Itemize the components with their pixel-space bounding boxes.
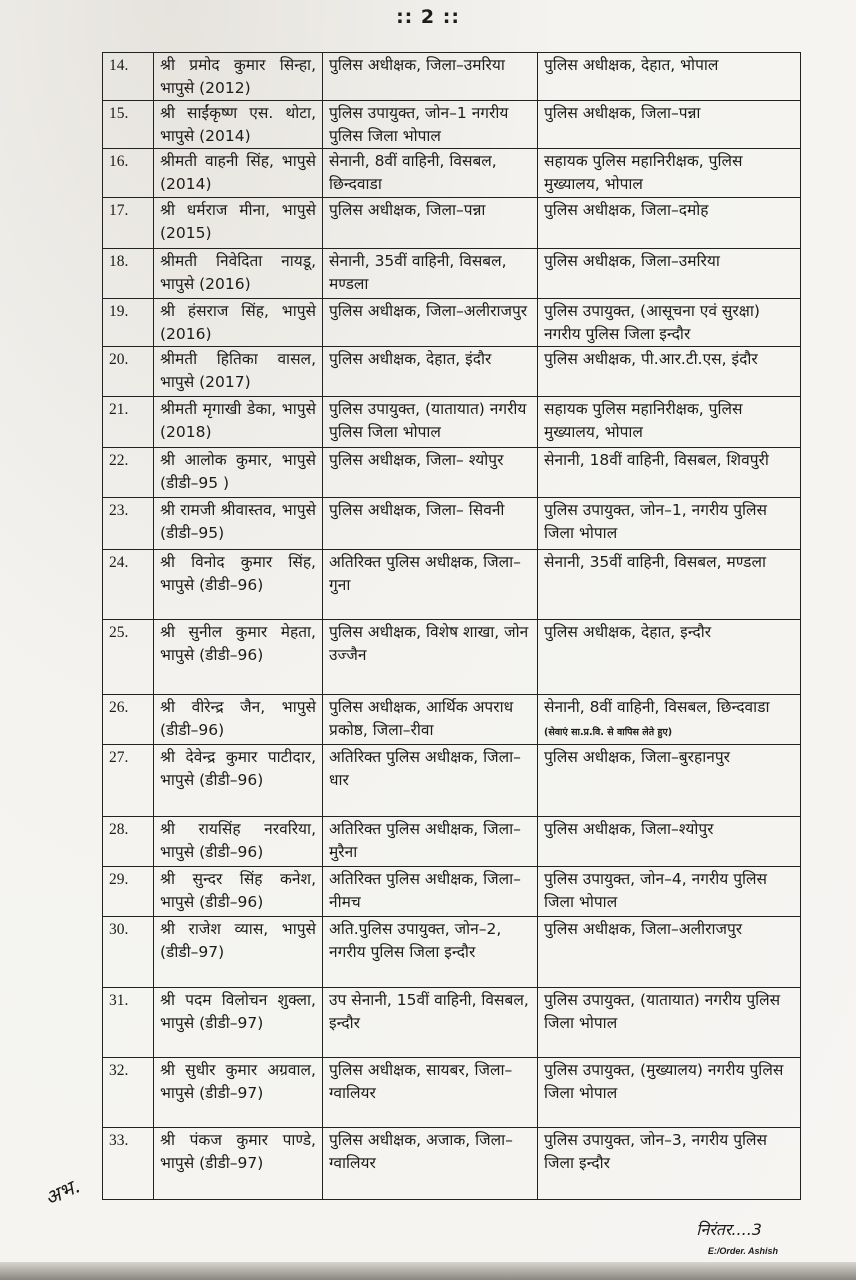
officer-name-cell — [154, 249, 323, 299]
current-posting-cell — [323, 867, 538, 917]
serial-number-text: 14. — [109, 57, 129, 74]
officer-name-cell — [154, 448, 323, 498]
current-posting-cell — [323, 448, 538, 498]
new-posting-text: पुलिस उपायुक्त, जोन–4, नगरीय पुलिस जिला भोपाल — [544, 870, 768, 911]
new-posting-cell — [538, 695, 801, 745]
current-posting-text: पुलिस उपायुक्त, जोन–1 नगरीय पुलिस जिला भोपाल — [329, 104, 509, 145]
new-posting-cell — [538, 1058, 801, 1128]
serial-number-text: 25. — [109, 624, 129, 641]
officer-name-text: श्रीमती वाहनी सिंह, भापुसे (2014) — [160, 152, 316, 193]
serial-number-cell — [103, 867, 154, 917]
new-posting-cell — [538, 249, 801, 299]
new-posting-text: सेनानी, 18वीं वाहिनी, विसबल, शिवपुरी — [544, 451, 769, 469]
officer-name-text: श्री रामजी श्रीवास्तव, भापुसे (डीडी–95) — [160, 501, 316, 542]
officer-name-text: श्री आलोक कुमार, भापुसे (डीडी–95 ) — [160, 451, 316, 492]
table-row — [103, 101, 801, 149]
serial-number-cell — [103, 988, 154, 1058]
officer-name-cell — [154, 988, 323, 1058]
current-posting-cell — [323, 817, 538, 867]
serial-number-text: 20. — [109, 351, 129, 368]
current-posting-text: पुलिस अधीक्षक, जिला– श्योपुर — [329, 451, 504, 469]
table-row — [103, 498, 801, 550]
current-posting-cell — [323, 917, 538, 988]
officer-name-text: श्री पंकज कुमार पाण्डे, भापुसे (डीडी–97) — [160, 1131, 316, 1172]
new-posting-text: पुलिस अधीक्षक, देहात, इन्दौर — [544, 623, 712, 641]
current-posting-text: पुलिस अधीक्षक, जिला–उमरिया — [329, 56, 505, 74]
serial-number-text: 23. — [109, 502, 129, 519]
new-posting-cell — [538, 550, 801, 620]
table-row — [103, 817, 801, 867]
current-posting-cell — [323, 1058, 538, 1128]
serial-number-text: 22. — [109, 452, 129, 469]
new-posting-text: सहायक पुलिस महानिरीक्षक, पुलिस मुख्यालय, भोपाल — [544, 152, 743, 193]
current-posting-text: पुलिस अधीक्षक, सायबर, जिला–ग्वालियर — [329, 1061, 513, 1102]
current-posting-text: पुलिस अधीक्षक, जिला–पन्ना — [329, 201, 486, 219]
current-posting-text: पुलिस उपायुक्त, (यातायात) नगरीय पुलिस जिला भोपाल — [329, 400, 527, 441]
officer-name-text: श्री प्रमोद कुमार सिन्हा, भापुसे (2012) — [160, 56, 316, 97]
officer-name-text: श्री हंसराज सिंह, भापुसे (2016) — [160, 302, 316, 343]
officer-name-cell — [154, 198, 323, 249]
officer-name-cell — [154, 149, 323, 198]
officer-name-text: श्री वीरेन्द्र जैन, भापुसे (डीडी–96) — [160, 698, 316, 739]
current-posting-text: सेनानी, 8वीं वाहिनी, विसबल, छिन्दवाडा — [329, 152, 497, 193]
new-posting-cell — [538, 817, 801, 867]
officer-name-cell — [154, 745, 323, 817]
file-reference: E:/Order. Ashish — [707, 1246, 778, 1256]
officer-name-text: श्री सुन्दर सिंह कनेश, भापुसे (डीडी–96) — [160, 870, 316, 911]
table-row — [103, 299, 801, 347]
serial-number-text: 31. — [109, 992, 129, 1009]
officer-name-cell — [154, 53, 323, 101]
new-posting-cell — [538, 498, 801, 550]
officer-name-cell — [154, 498, 323, 550]
new-posting-text: पुलिस अधीक्षक, पी.आर.टी.एस, इंदौर — [544, 350, 758, 368]
new-posting-text: पुलिस अधीक्षक, जिला–उमरिया — [544, 252, 720, 270]
new-posting-cell — [538, 745, 801, 817]
current-posting-text: अति.पुलिस उपायुक्त, जोन–2, नगरीय पुलिस जिला इन्दौर — [329, 920, 502, 961]
serial-number-cell — [103, 745, 154, 817]
new-posting-cell — [538, 448, 801, 498]
serial-number-text: 27. — [109, 749, 129, 766]
table-row — [103, 198, 801, 249]
new-posting-cell — [538, 1128, 801, 1200]
current-posting-cell — [323, 53, 538, 101]
new-posting-text: पुलिस उपायुक्त, (मुख्यालय) नगरीय पुलिस जिला भोपाल — [544, 1061, 784, 1102]
new-posting-cell — [538, 917, 801, 988]
serial-number-text: 24. — [109, 554, 129, 571]
serial-number-cell — [103, 53, 154, 101]
serial-number-text: 16. — [109, 153, 129, 170]
current-posting-text: पुलिस अधीक्षक, जिला–अलीराजपुर — [329, 302, 528, 320]
new-posting-cell — [538, 198, 801, 249]
table-row — [103, 917, 801, 988]
current-posting-cell — [323, 695, 538, 745]
current-posting-cell — [323, 1128, 538, 1200]
table-row — [103, 695, 801, 745]
serial-number-cell — [103, 198, 154, 249]
officer-name-cell — [154, 101, 323, 149]
officer-name-text: श्री पदम विलोचन शुक्ला, भापुसे (डीडी–97) — [160, 991, 316, 1032]
new-posting-text: पुलिस अधीक्षक, जिला–दमोह — [544, 201, 709, 219]
officer-name-cell — [154, 397, 323, 448]
new-posting-cell — [538, 53, 801, 101]
officer-name-cell — [154, 347, 323, 397]
table-row — [103, 550, 801, 620]
officer-name-text: श्रीमती मृगाखी डेका, भापुसे (2018) — [160, 400, 316, 441]
new-posting-text: पुलिस अधीक्षक, जिला–अलीराजपुर — [544, 920, 743, 938]
current-posting-cell — [323, 745, 538, 817]
current-posting-text: सेनानी, 35वीं वाहिनी, विसबल, मण्डला — [329, 252, 507, 293]
current-posting-text: अतिरिक्त पुलिस अधीक्षक, जिला– धार — [329, 748, 521, 789]
new-posting-cell — [538, 988, 801, 1058]
new-posting-cell — [538, 620, 801, 695]
table-row — [103, 1058, 801, 1128]
serial-number-cell — [103, 550, 154, 620]
new-posting-cell — [538, 149, 801, 198]
new-posting-text: पुलिस अधीक्षक, जिला–श्योपुर — [544, 820, 714, 838]
transfer-table — [102, 52, 801, 1200]
table-row — [103, 1128, 801, 1200]
posting-remark: (सेवाएं सा.प्र.वि. से वापिस लेते हुए) — [544, 727, 673, 738]
new-posting-text: पुलिस अधीक्षक, देहात, भोपाल — [544, 56, 719, 74]
signature-initials: अभ. — [40, 1173, 84, 1211]
current-posting-text: पुलिस अधीक्षक, अजाक, जिला–ग्वालियर — [329, 1131, 513, 1172]
table-row — [103, 745, 801, 817]
table-row — [103, 620, 801, 695]
new-posting-cell — [538, 299, 801, 347]
officer-name-text: श्री विनोद कुमार सिंह, भापुसे (डीडी–96) — [160, 553, 316, 594]
current-posting-cell — [323, 550, 538, 620]
current-posting-cell — [323, 299, 538, 347]
new-posting-cell — [538, 867, 801, 917]
officer-name-text: श्री साईंकृष्ण एस. थोटा, भापुसे (2014) — [160, 104, 316, 145]
officer-name-cell — [154, 620, 323, 695]
serial-number-text: 33. — [109, 1132, 129, 1149]
serial-number-text: 26. — [109, 699, 129, 716]
serial-number-cell — [103, 101, 154, 149]
page-number: :: 2 :: — [396, 6, 460, 28]
officer-name-cell — [154, 917, 323, 988]
officer-name-cell — [154, 817, 323, 867]
table-row — [103, 347, 801, 397]
officer-name-cell — [154, 299, 323, 347]
table-row — [103, 448, 801, 498]
serial-number-text: 15. — [109, 105, 129, 122]
current-posting-cell — [323, 249, 538, 299]
new-posting-text: पुलिस उपायुक्त, (यातायात) नगरीय पुलिस जिला भोपाल — [544, 991, 781, 1032]
officer-name-text: श्री राजेश व्यास, भापुसे (डीडी–97) — [160, 920, 316, 961]
officer-name-cell — [154, 1128, 323, 1200]
serial-number-cell — [103, 498, 154, 550]
new-posting-text: पुलिस अधीक्षक, जिला–बुरहानपुर — [544, 748, 730, 766]
officer-name-text: श्रीमती निवेदिता नायडू, भापुसे (2016) — [160, 252, 316, 293]
table-row — [103, 988, 801, 1058]
continuation-note: निरंतर....3 — [696, 1220, 762, 1239]
serial-number-text: 21. — [109, 401, 129, 418]
officer-name-cell — [154, 1058, 323, 1128]
serial-number-cell — [103, 695, 154, 745]
current-posting-cell — [323, 347, 538, 397]
new-posting-text: पुलिस उपायुक्त, जोन–1, नगरीय पुलिस जिला भोपाल — [544, 501, 768, 542]
current-posting-cell — [323, 149, 538, 198]
serial-number-text: 30. — [109, 921, 129, 938]
current-posting-text: पुलिस अधीक्षक, आर्थिक अपराध प्रकोष्ठ, जिला–रीवा — [329, 698, 514, 739]
officer-name-cell — [154, 867, 323, 917]
current-posting-text: अतिरिक्त पुलिस अधीक्षक, जिला– गुना — [329, 553, 521, 594]
serial-number-text: 28. — [109, 821, 129, 838]
serial-number-cell — [103, 917, 154, 988]
table-row — [103, 149, 801, 198]
current-posting-cell — [323, 198, 538, 249]
current-posting-text: अतिरिक्त पुलिस अधीक्षक, जिला– नीमच — [329, 870, 521, 911]
table-row — [103, 249, 801, 299]
table-row — [103, 53, 801, 101]
serial-number-text: 32. — [109, 1062, 129, 1079]
serial-number-cell — [103, 397, 154, 448]
serial-number-text: 29. — [109, 871, 129, 888]
serial-number-cell — [103, 620, 154, 695]
current-posting-cell — [323, 397, 538, 448]
officer-name-text: श्री सुधीर कुमार अग्रवाल, भापुसे (डीडी–97) — [160, 1061, 316, 1102]
new-posting-cell — [538, 101, 801, 149]
new-posting-text: सेनानी, 35वीं वाहिनी, विसबल, मण्डला — [544, 553, 766, 571]
new-posting-text: सहायक पुलिस महानिरीक्षक, पुलिस मुख्यालय, भोपाल — [544, 400, 743, 441]
serial-number-cell — [103, 448, 154, 498]
current-posting-cell — [323, 101, 538, 149]
new-posting-text: पुलिस उपायुक्त, (आसूचना एवं सुरक्षा) नगरीय पुलिस जिला इन्दौर — [544, 302, 760, 343]
serial-number-text: 19. — [109, 303, 129, 320]
current-posting-text: पुलिस अधीक्षक, देहात, इंदौर — [329, 350, 492, 368]
serial-number-text: 18. — [109, 253, 129, 270]
serial-number-cell — [103, 249, 154, 299]
current-posting-cell — [323, 620, 538, 695]
serial-number-cell — [103, 299, 154, 347]
officer-name-text: श्री देवेन्द्र कुमार पाटीदार, भापुसे (डीडी–96) — [160, 748, 316, 789]
serial-number-cell — [103, 817, 154, 867]
serial-number-cell — [103, 347, 154, 397]
table-body — [103, 53, 801, 1200]
new-posting-text: पुलिस अधीक्षक, जिला–पन्ना — [544, 104, 701, 122]
serial-number-cell — [103, 1128, 154, 1200]
new-posting-cell — [538, 397, 801, 448]
officer-name-cell — [154, 695, 323, 745]
current-posting-cell — [323, 988, 538, 1058]
table-row — [103, 397, 801, 448]
current-posting-text: पुलिस अधीक्षक, विशेष शाखा, जोन उज्जैन — [329, 623, 529, 664]
officer-name-text: श्री रायसिंह नरवरिया, भापुसे (डीडी–96) — [160, 820, 316, 861]
officer-name-text: श्री धर्मराज मीना, भापुसे (2015) — [160, 201, 316, 242]
new-posting-text: सेनानी, 8वीं वाहिनी, विसबल, छिन्दवाडा — [544, 698, 770, 716]
current-posting-text: उप सेनानी, 15वीं वाहिनी, विसबल, इन्दौर — [329, 991, 529, 1032]
new-posting-cell — [538, 347, 801, 397]
officer-name-cell — [154, 550, 323, 620]
serial-number-text: 17. — [109, 202, 129, 219]
new-posting-text: पुलिस उपायुक्त, जोन–3, नगरीय पुलिस जिला इन्दौर — [544, 1131, 768, 1172]
current-posting-cell — [323, 498, 538, 550]
officer-name-text: श्री सुनील कुमार मेहता, भापुसे (डीडी–96) — [160, 623, 316, 664]
serial-number-cell — [103, 1058, 154, 1128]
current-posting-text: पुलिस अधीक्षक, जिला– सिवनी — [329, 501, 505, 519]
officer-name-text: श्रीमती हितिका वासल, भापुसे (2017) — [160, 350, 316, 391]
page-edge-shadow — [0, 1262, 856, 1280]
current-posting-text: अतिरिक्त पुलिस अधीक्षक, जिला– मुरैना — [329, 820, 521, 861]
serial-number-cell — [103, 149, 154, 198]
table-row — [103, 867, 801, 917]
